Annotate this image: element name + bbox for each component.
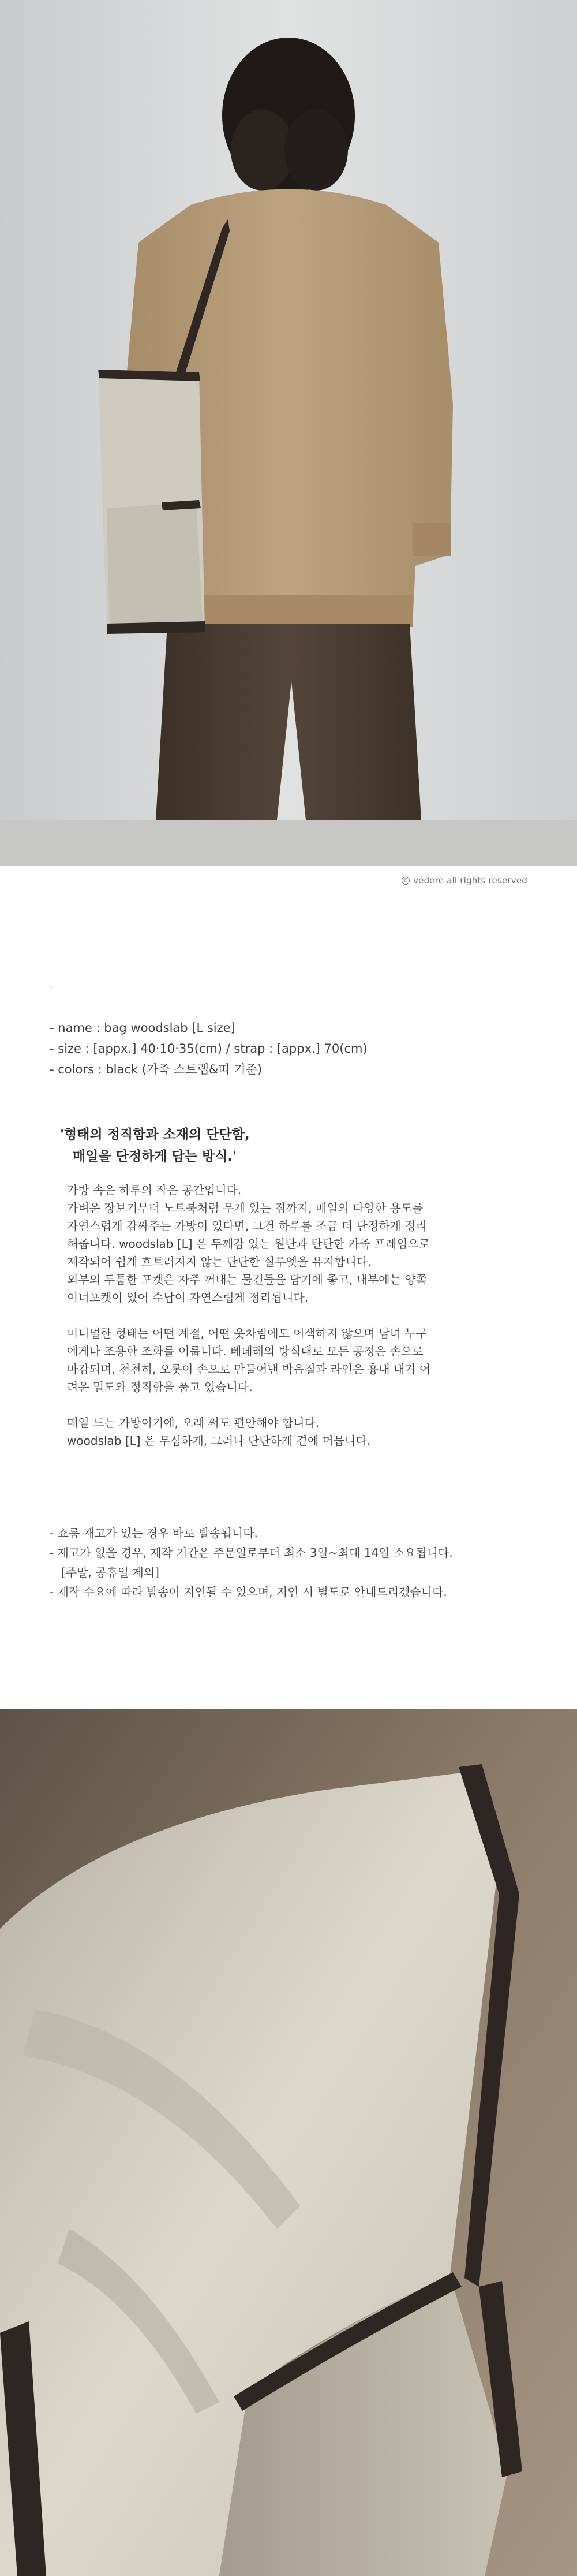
spec-size: - size : [appx.] 40·10·35(cm) / strap : [appx.] 70(cm) [50, 1042, 368, 1056]
description-paragraph-1 [67, 1181, 523, 1307]
hero-product-photo [0, 0, 577, 866]
tagline-line-1: '형태의 정직함과 소재의 단단함, [60, 1127, 250, 1142]
description-line: 마감되며, 천천히, 오롯이 손으로 만들어낸 박음질과 라인은 흉내 내기 어 [67, 1362, 431, 1376]
description-paragraph-2 [67, 1325, 523, 1396]
description-line: 미니멀한 형태는 어떤 계절, 어떤 옷차림에도 어색하지 않으며 남녀 누구 [67, 1326, 427, 1340]
description-line: 려운 밀도와 정직함을 품고 있습니다. [67, 1380, 253, 1394]
copyright-notice [402, 875, 527, 886]
description-line: 가벼운 장보기부터 노트북처럼 무게 있는 짐까지, 매일의 다양한 용도를 [67, 1201, 424, 1215]
shipping-line-3: [주말, 공휴일 제외] [61, 1565, 159, 1579]
product-spec-list [50, 1017, 368, 1080]
description-line: 자연스럽게 감싸주는 가방이 있다면, 그건 하루를 조금 더 단정하게 정리 [67, 1219, 427, 1233]
copyright-icon: © [402, 877, 410, 885]
description-paragraph-3 [67, 1414, 523, 1450]
description-line: 외부의 두툼한 포켓은 자주 꺼내는 물건들을 담기에 좋고, 내부에는 양쪽 [67, 1273, 427, 1287]
shipping-line-1: - 쇼룸 재고가 있는 경우 바로 발송됩니다. [50, 1526, 258, 1540]
description-line: 매일 드는 가방이기에, 오래 써도 편안해야 합니다. [67, 1416, 320, 1430]
copyright-text: vedere all rights reserved [413, 875, 527, 886]
tagline-quote [60, 1124, 250, 1168]
description-line: 제작되어 쉽게 흐트러지지 않는 단단한 실루엣을 유지합니다. [67, 1255, 372, 1269]
description-line: 해줍니다. woodslab [L] 은 두께감 있는 원단과 탄탄한 가죽 프레임으로 [67, 1237, 430, 1251]
model-with-bag-illustration [0, 0, 577, 866]
bag-closeup-illustration [0, 1709, 577, 2576]
description-line: woodslab [L] 은 무심하게, 그러나 단단하게 곁에 머뭅니다. [67, 1434, 371, 1448]
description-line: 에게나 조용한 조화를 이룹니다. 베데레의 방식대로 모든 공정은 손으로 [67, 1344, 424, 1358]
description-line: 가방 속은 하루의 작은 공간입니다. [67, 1183, 242, 1197]
spec-name: - name : bag woodslab [L size] [50, 1021, 235, 1035]
tagline-line-2: 매일을 단정하게 담는 방식.' [73, 1149, 237, 1164]
shipping-notes [50, 1523, 453, 1602]
shipping-line-4: - 제작 수요에 따라 발송이 지연될 수 있으며, 지연 시 별도로 안내드리겠습니다. [50, 1585, 447, 1599]
detail-product-photo [0, 1709, 577, 2576]
spec-colors: - colors : black (가죽 스트랩&띠 기준) [50, 1063, 263, 1076]
product-description [67, 1181, 523, 1468]
shipping-line-2: - 재고가 없을 경우, 제작 기간은 주문일로부터 최소 3일~최대 14일 소요됩니다. [50, 1546, 453, 1560]
separator-dot: · [50, 982, 53, 993]
description-line: 이너포켓이 있어 수납이 자연스럽게 정리됩니다. [67, 1291, 309, 1304]
